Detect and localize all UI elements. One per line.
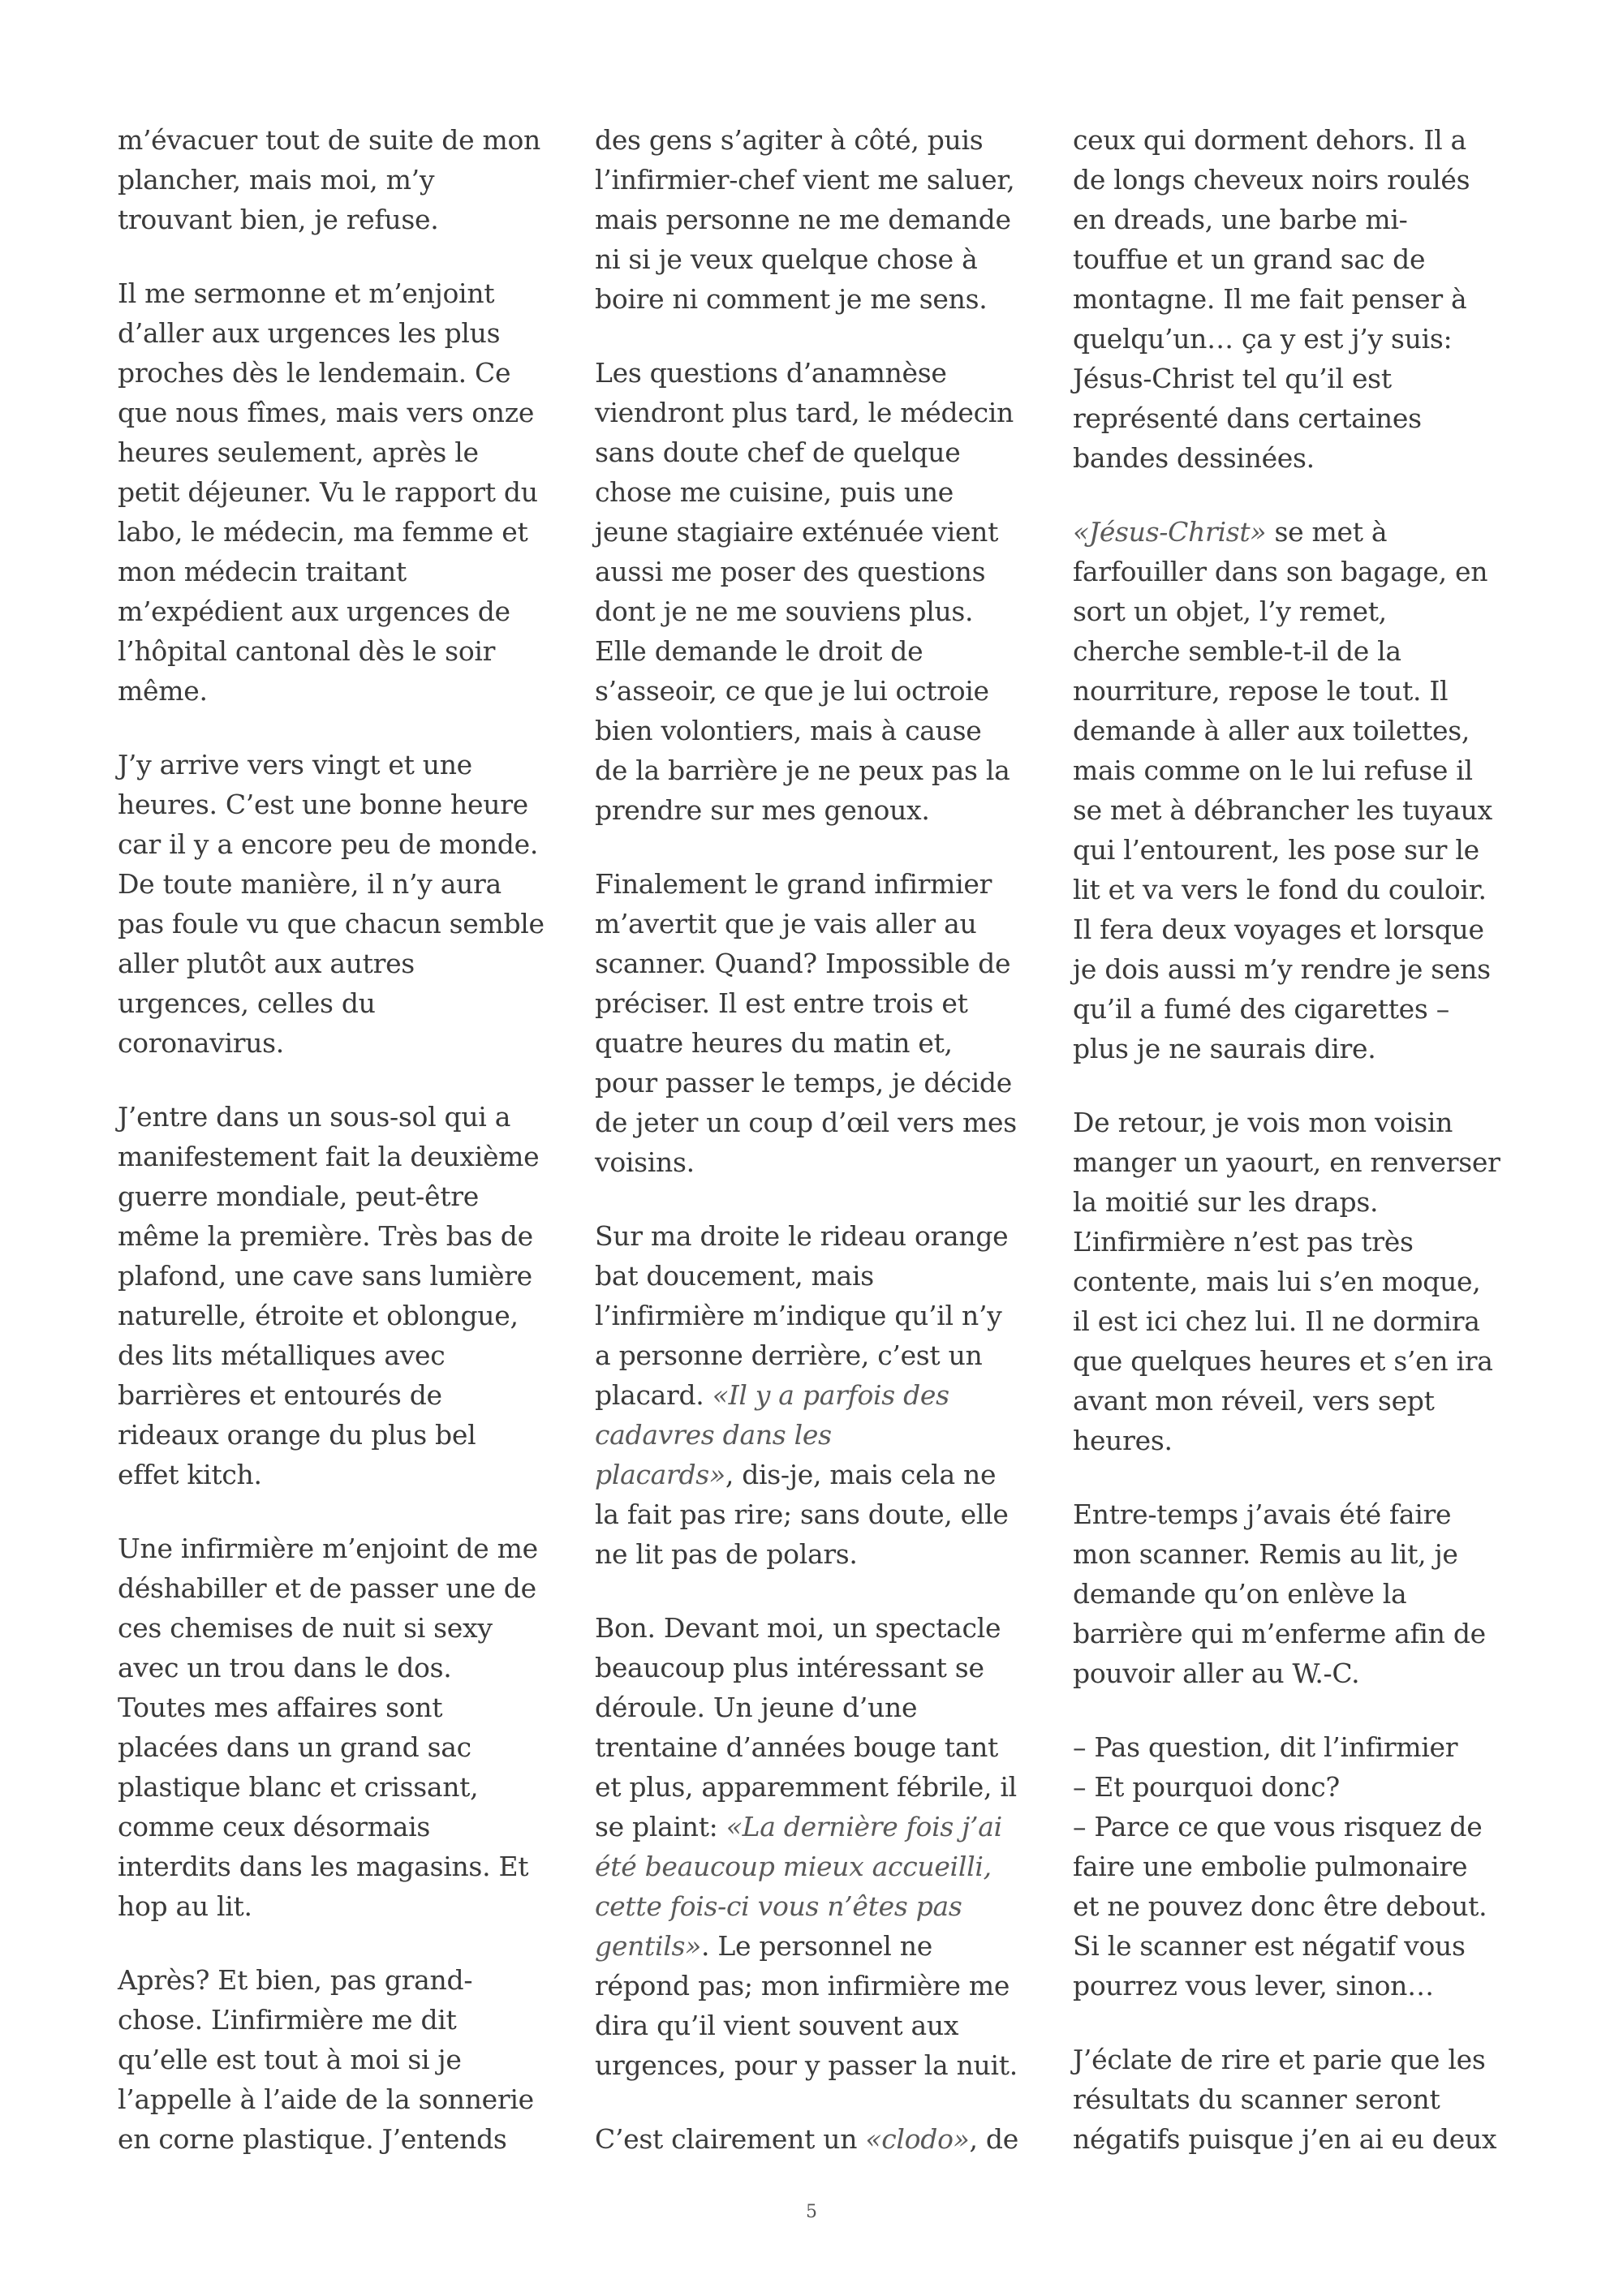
paragraph <box>595 1608 1037 2085</box>
paragraph <box>595 2119 1037 2159</box>
italic-quote: «La dernière fois j’ai été beaucoup mieux accueilli, cette fois-ci vous n’êtes pas gentils» <box>595 1811 1002 1962</box>
paragraph <box>595 120 1037 319</box>
text-run: Finalement le grand infirmier m’avertit que je vais aller au scanner. Quand? Impossible de préciser. Il est entre trois et quatre heures du matin et, pour passer le temps, je décide de jeter un coup d’œil vers mes voisins. <box>595 868 1017 1178</box>
paragraph <box>118 1960 560 2159</box>
text-run: Une infirmière m’enjoint de me déshabiller et de passer une de ces chemises de nuit si sexy avec un trou dans le dos. Toutes mes affaires sont placées dans un grand sac plastique blanc et crissant, comme ceux désormais interdits dans les magasins. Et hop au lit. <box>118 1533 538 1922</box>
paragraph <box>1073 1727 1515 2006</box>
text-run: , de <box>969 2123 1018 2155</box>
text-run: des gens s’agiter à côté, puis l’infirmier-chef vient me saluer, mais personne ne me demande ni si je veux quelque chose à boire ni comment je me sens. <box>595 124 1015 315</box>
text-run: Bon. Devant moi, un spectacle beaucoup plus intéressant se déroule. Un jeune d’une trentaine d’années bouge tant et plus, apparemment fébrile, il se plaint: <box>595 1612 1017 1842</box>
text-run: De retour, je vois mon voisin manger un yaourt, en renverser la moitié sur les draps. L’infirmière n’est pas très contente, mais lui s’en moque, il est ici chez lui. Il ne dormira que quelques heures et s’en ira avant mon réveil, vers sept heures. <box>1073 1107 1500 1456</box>
text-run: J’y arrive vers vingt et une heures. C’est une bonne heure car il y a encore peu de monde. De toute manière, il n’y aura pas foule vu que chacun semble aller plutôt aux autres urgences, celles du coronavirus. <box>118 749 545 1059</box>
text-run: se met à farfouiller dans son bagage, en sort un objet, l’y remet, cherche semble-t-il de la nourriture, repose le tout. Il demande à aller aux toilettes, mais comme on le lui refuse il se met à débrancher les tuyaux qui l’entourent, les pose sur le lit et va vers le fond du couloir. Il fera deux voyages et lorsque je dois aussi m’y rendre je sens qu’il a fumé des cigarettes – plus je ne saurais dire. <box>1073 516 1492 1064</box>
text-run: Sur ma droite le rideau orange bat doucement, mais l’infirmière m’indique qu’il n’y a personne derrière, c’est un placard. <box>595 1220 1009 1411</box>
text-run: Après? Et bien, pas grand- chose. L’infirmière me dit qu’elle est tout à moi si je l’appelle à l’aide de la sonnerie en corne plastique. J’entends <box>118 1964 534 2155</box>
text-run: , dis-je, mais cela ne la fait pas rire; sans doute, elle ne lit pas de polars. <box>595 1459 1009 1570</box>
text-column-2 <box>595 120 1037 2193</box>
text-run: Entre-temps j’avais été faire mon scanner. Remis au lit, je demande qu’on enlève la barrière qui m’enferme afin de pouvoir aller au W.-C. <box>1073 1498 1486 1689</box>
paragraph <box>118 1097 560 1494</box>
text-run: Les questions d’anamnèse viendront plus tard, le médecin sans doute chef de quelque chose me cuisine, puis une jeune stagiaire exténuée vient aussi me poser des questions dont je ne me souviens plus. Elle demande le droit de s’asseoir, ce que je lui octroie bien volontiers, mais à cause de la barrière je ne peux pas la prendre sur mes genoux. <box>595 357 1014 826</box>
paragraph <box>1073 1494 1515 1693</box>
paragraph <box>118 1529 560 1926</box>
paragraph <box>1073 1103 1515 1460</box>
paragraph <box>595 1216 1037 1574</box>
italic-quote: «Il y a parfois des cadavres dans les placards» <box>595 1379 949 1490</box>
text-run: J’éclate de rire et parie que les résultats du scanner seront négatifs puisque j’en ai eu deux <box>1073 2044 1497 2155</box>
paragraph <box>118 120 560 239</box>
text-run: J’entre dans un sous-sol qui a manifestement fait la deuxième guerre mondiale, peut-être même la première. Très bas de plafond, une cave sans lumière naturelle, étroite et oblongue, des lits métalliques avec barrières et entourés de rideaux orange du plus bel effet kitch. <box>118 1101 540 1490</box>
paragraph <box>1073 512 1515 1068</box>
italic-quote: «Jésus-Christ» <box>1073 516 1267 548</box>
text-run: C’est clairement un <box>595 2123 866 2155</box>
text-column-3 <box>1073 120 1515 2193</box>
text-run: . Le personnel ne répond pas; mon infirmière me dira qu’il vient souvent aux urgences, pour y passer la nuit. <box>595 1930 1018 2081</box>
italic-quote: «clodo» <box>865 2123 970 2155</box>
paragraph <box>118 745 560 1063</box>
text-run: – Pas question, dit l’infirmier – Et pourquoi donc? – Parce ce que vous risquez de faire une embolie pulmonaire et ne pouvez donc être debout. Si le scanner est négatif vous pourrez vous lever, sinon… <box>1073 1731 1487 2001</box>
text-column-1 <box>118 120 560 2193</box>
text-run: ceux qui dorment dehors. Il a de longs cheveux noirs roulés en dreads, une barbe mi- touffue et un grand sac de montagne. Il me fait penser à quelqu’un… ça y est j’y suis: Jésus-Christ tel qu’il est représenté dans certaines bandes dessinées. <box>1073 124 1470 474</box>
text-run: Il me sermonne et m’enjoint d’aller aux urgences les plus proches dès le lendemain. Ce que nous fîmes, mais vers onze heures seulement, après le petit déjeuner. Vu le rapport du labo, le médecin, ma femme et mon médecin traitant m’expédient aux urgences de l’hôpital cantonal dès le soir même. <box>118 277 538 707</box>
paragraph <box>595 864 1037 1182</box>
paragraph <box>1073 2040 1515 2159</box>
page-number: 5 <box>806 2202 817 2222</box>
paragraph <box>1073 120 1515 478</box>
paragraph <box>595 353 1037 830</box>
text-run: m’évacuer tout de suite de mon plancher, mais moi, m’y trouvant bien, je refuse. <box>118 124 541 235</box>
paragraph <box>118 273 560 711</box>
